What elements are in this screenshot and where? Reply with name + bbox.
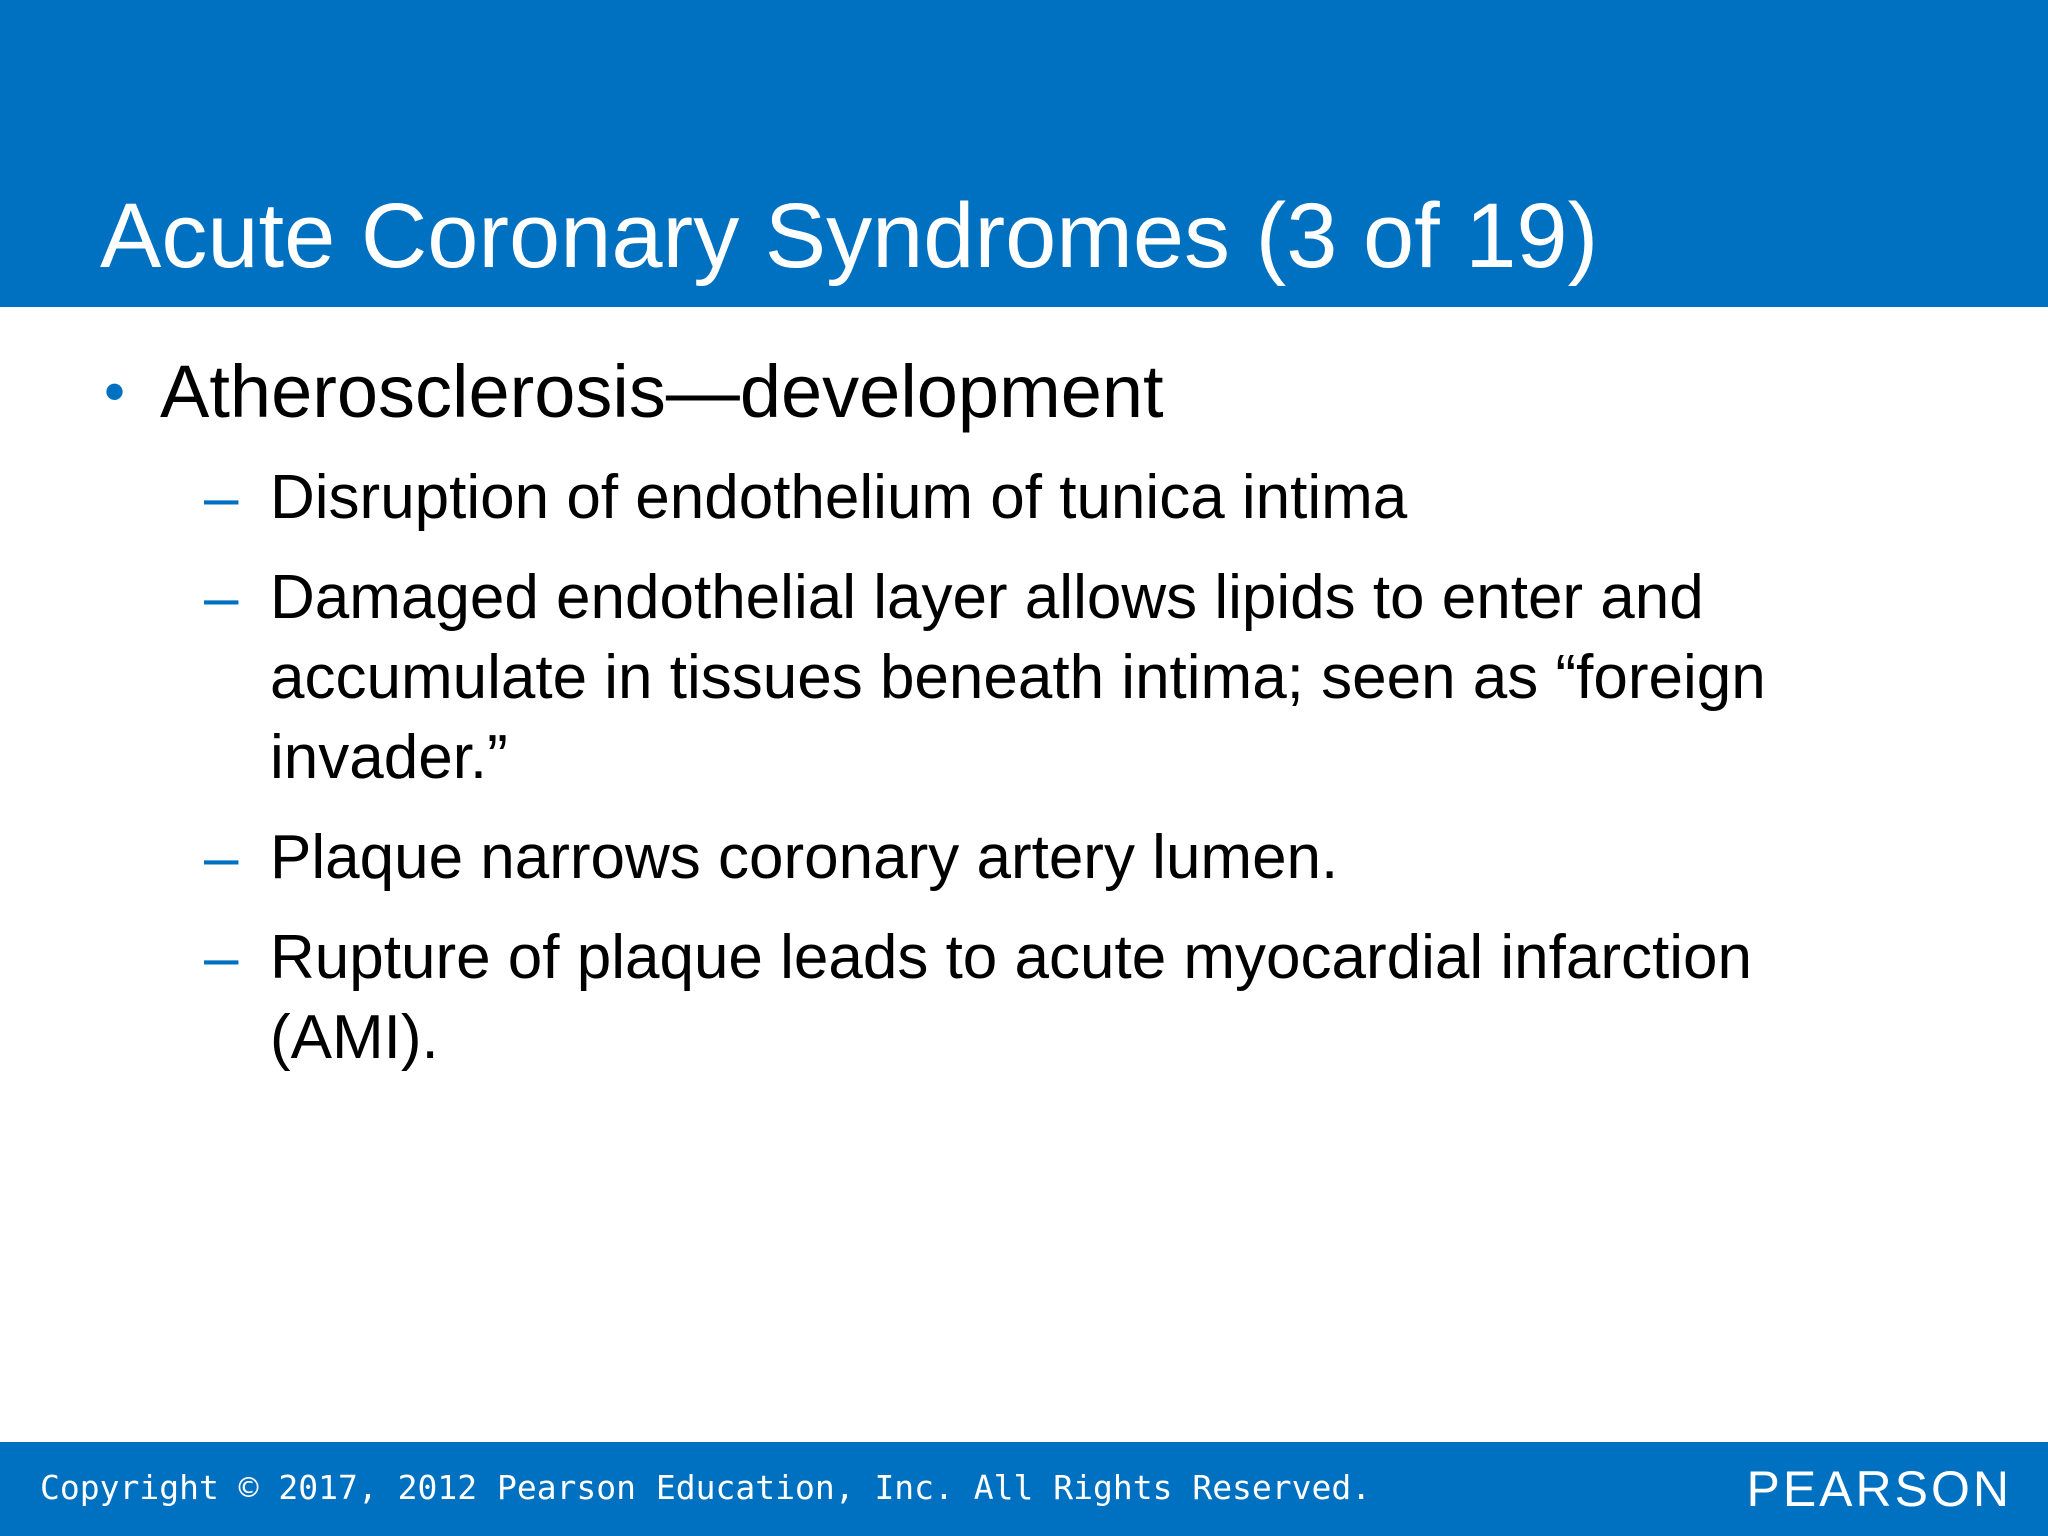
dash-marker: –	[204, 463, 239, 532]
sub-bullet-3	[204, 818, 1884, 898]
sub-bullet-text: Damaged endothelial layer allows lipids to enter and accumulate in tissues beneath intima; seen as “foreign invader.”	[270, 563, 1766, 792]
sub-bullet-text: Plaque narrows coronary artery lumen.	[270, 823, 1339, 892]
dash-marker: –	[204, 563, 239, 632]
footer-bar	[0, 1442, 2048, 1536]
dash-marker: –	[204, 923, 239, 992]
bullet-marker: •	[104, 358, 126, 425]
sub-bullet-4	[204, 918, 1764, 1078]
main-bullet-text: Atherosclerosis—development	[160, 350, 1164, 433]
sub-bullet-text: Disruption of endothelium of tunica intima	[270, 463, 1408, 532]
copyright-notice: Copyright © 2017, 2012 Pearson Education, Inc. All Rights Reserved.	[40, 1468, 1372, 1507]
sub-bullet-text: Rupture of plaque leads to acute myocardial infarction (AMI).	[270, 923, 1752, 1072]
pearson-logo: PEARSON	[1746, 1461, 2012, 1517]
sub-bullet-2	[204, 558, 1844, 798]
sub-bullet-1	[204, 458, 1884, 538]
dash-marker: –	[204, 823, 239, 892]
slide-title: Acute Coronary Syndromes (3 of 19)	[100, 185, 1599, 287]
